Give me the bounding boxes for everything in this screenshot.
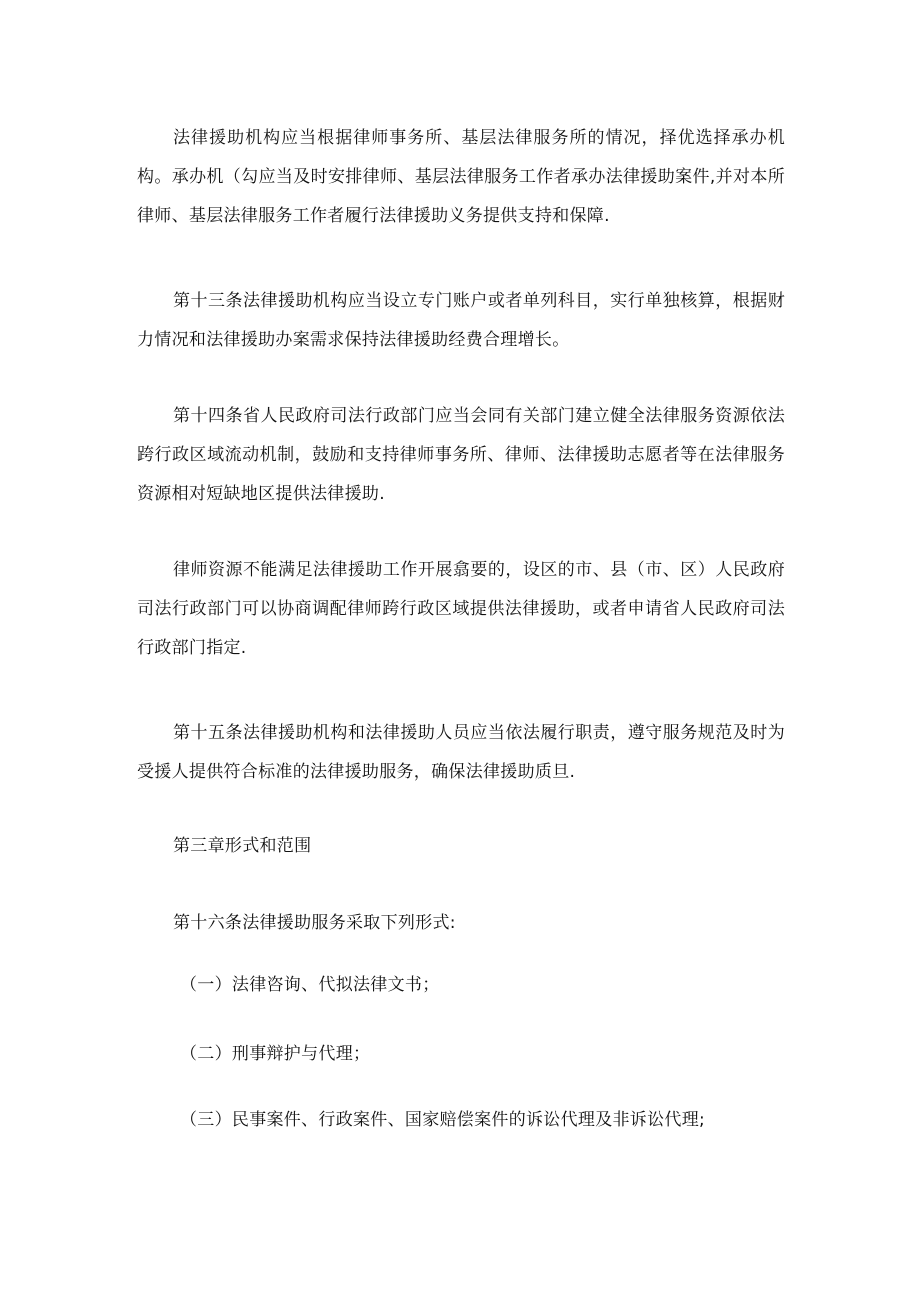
list-item-3: （三）民事案件、行政案件、国家赔偿案件的诉讼代理及非诉讼代理; — [180, 1110, 706, 1130]
article-16-heading: 第十六条法律援助服务采取下列形式: — [173, 913, 456, 933]
paragraph-legal-aid-institution: 法律援助机构应当根据律师事务所、基层法律服务所的情况，择优选择承办机构。承办机（勾应当及时安排律师、基层法律服务工作者承办法律援助案件,并对本所律师、基层法律服务工作者履行法律援助义务提供支持和保障. — [137, 128, 785, 226]
list-item-2: （二）刑事辩护与代理； — [180, 1044, 371, 1064]
paragraph-article-13: 第十三条法律援助机构应当设立专门账户或者单列科目，实行单独核算，根据财力情况和法律援助办案需求保持法律援助经费合理增长。 — [137, 291, 785, 350]
paragraph-article-15: 第十五条法律援助机构和法律援助人员应当依法履行职责，遵守服务规范及时为受援人提供符合标准的法律援助服务，确保法律援助质旦. — [137, 723, 785, 782]
chapter-title: 第三章形式和范围 — [173, 836, 312, 856]
list-item-1: （一）法律咨询、代拟法律文书； — [180, 975, 440, 995]
paragraph-lawyer-resources: 律师资源不能满足法律援助工作开展翕要的，设区的市、县（市、区）人民政府司法行政部门可以协商调配律师跨行政区域提供法律援助，或者申请省人民政府司法行政部门指定. — [137, 560, 785, 658]
paragraph-article-14: 第十四条省人民政府司法行政部门应当会同有关部门建立健全法律服务资源依法跨行政区域流动机制，鼓励和支持律师事务所、律师、法律援助志愿者等在法律服务资源相对短缺地区提供法律援助. — [137, 406, 785, 504]
